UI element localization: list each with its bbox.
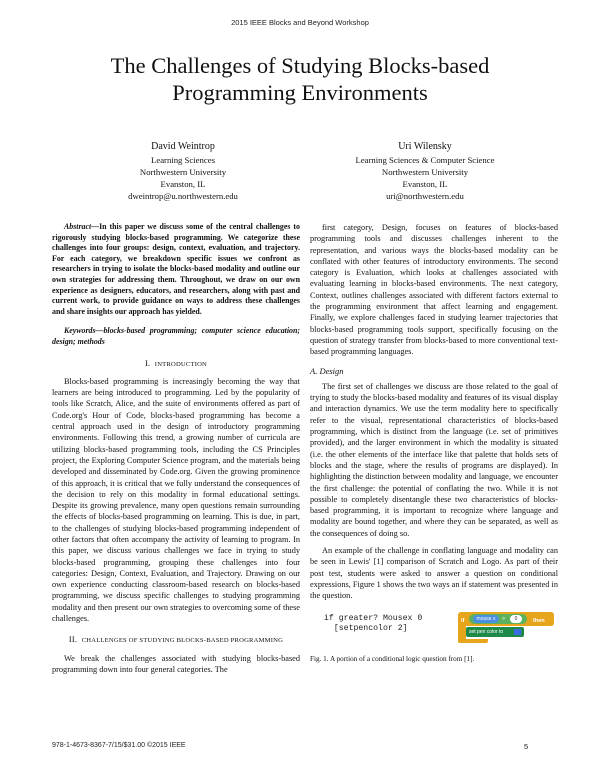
paper-title: [60, 52, 540, 106]
left-column: [52, 222, 300, 675]
title-line-1: The Challenges of Studying Blocks-based: [110, 53, 490, 78]
design-paragraph-2: An example of the challenge in conflating language and modality can be seen in Lewis' [1] comparison of Scratch and Logo. As part of their post test, students were asked to answer a question on conditional expressions, Figure 1 shows the two ways an if statement was presented in the question.: [310, 546, 558, 601]
then-keyword: then: [533, 617, 545, 624]
keywords: Keywords—blocks-based programming; computer science education; design; methods: [52, 326, 300, 346]
color-swatch-icon: [514, 629, 521, 635]
author-city: Evanston, IL: [160, 179, 206, 189]
set-pen-color-label: set pen color to: [469, 628, 504, 635]
author-name: David Weintrop: [151, 141, 215, 152]
section-title: INTRODUCTION: [154, 360, 208, 368]
right-column: [310, 222, 558, 664]
abstract-text: —In this paper we discuss some of the central challenges to rigorously studying blocks-based programming. We categorize these challenges into four groups: design, context, evaluation, and trajectory. For each category, we breakdown specific issues we confront as researchers in trying to isolate the blocks-based modality and outline our own strategies for addressing them. Throughout, we draw on our own experience as designers, educators, and researchers, along with past and current work, to provide guidance on ways to address these challenges and share insights our approach has yielded.: [52, 222, 300, 316]
zero-value-slot: 0: [510, 615, 522, 623]
section-title: CHALLENGES OF STUDYING BLOCKS-BASED PROGRAMMING: [81, 637, 284, 645]
author-block-1: [68, 140, 298, 202]
running-head: 2015 IEEE Blocks and Beyond Workshop: [231, 18, 369, 27]
intro-paragraph: Blocks-based programming is increasingly becoming the way that learners are being introduced to programming. Led by the popularity of tools like Scratch, Alice, and the suite of environments offered as part of Code.org's Hour of Code, blocks-based programming has become a central approach used in the design of introductory programming environments. Following this trend, a growing number of curricula are utilizing blocks-based programming tools, including the CS Principles project, the Exploring Computer Science program, and the materials being developed and disseminated by Code.org. Given the growing prominence of this approach, it is critical that we fully understand the consequences of the decision to rely on this modality in formal educational settings. Despite its growing prevalence, many open questions remain surrounding the effects of blocks-based programming on learning. This is due, in part, to the challenges of studying blocks-based programming independent of other factors that often accompany the activity of learning to program. In this paper, we discuss various challenges we face in trying to study blocks-based programming, grouping these challenges into four categories: Design, Context, Evaluation, and Trajectory. Drawing on our own experience conducting classroom-based research on blocks-based programming, we discuss specific challenges to studying programming modality and then present our own strategies to overcoming some of these challenges.: [52, 376, 300, 624]
author-dept: Learning Sciences: [151, 155, 215, 165]
logo-code-snippet: [324, 614, 422, 635]
author-name: Uri Wilensky: [398, 141, 452, 152]
author-univ: Northwestern University: [381, 167, 469, 177]
author-city: Evanston, IL: [402, 179, 448, 189]
if-block: [458, 612, 554, 626]
if-block-foot: [458, 639, 488, 643]
page-number: 5: [524, 742, 529, 751]
figure-caption: Fig. 1. A portion of a conditional logic question from [1].: [310, 654, 475, 663]
set-pen-color-block: [466, 627, 524, 637]
author-block-2: [310, 140, 540, 202]
author-univ: Northwestern University: [139, 167, 227, 177]
author-email: uri@northwestern.edu: [386, 191, 464, 201]
section-heading-challenges: [52, 634, 300, 646]
author-dept: Learning Sciences & Computer Science: [355, 155, 495, 165]
section-number: II.: [68, 635, 78, 645]
section-number: I.: [144, 358, 151, 368]
section2-paragraph: We break the challenges associated with studying blocks-based programming down into four general categories. The: [52, 653, 300, 674]
copyright-footer: 978-1-4673-8367-7/15/$31.00 ©2015 IEEE: [52, 742, 186, 749]
author-email: dweintrop@u.northwestern.edu: [128, 191, 238, 201]
design-paragraph-1: The first set of challenges we discuss are those related to the goal of trying to study the blocks-based modality and features of its visual display and interaction dynamics. We use the term modality here to specifically refer to the visual, representational characteristics of blocks-based programming, which is distinct from the language (i.e. set of primitives provided), and the larger environment in which the modality is situated (i.e. the other elements of the interface like that palette that holds sets of blocks and the stage, where the results of programs are displayed). In highlighting the distinction between modality and language, we encounter the first challenge: the potential of conflating the two. While it is not possible to completely disentangle these two characteristics of blocks-based programming, it is important to recognize where language and modality are bound together, and where they can be separated, as well as the consequences of doing so.: [310, 381, 558, 538]
abstract: [52, 222, 300, 317]
scratch-blocks-image: [458, 612, 556, 644]
if-keyword: if: [461, 617, 465, 624]
mouse-x-block: mouse x: [473, 615, 499, 623]
greater-than-block: [469, 614, 527, 624]
code-line: if greater? Mousex 0: [324, 613, 423, 623]
greater-than-symbol: >: [502, 615, 506, 622]
section-heading-introduction: [52, 358, 300, 370]
code-line: [setpencolor 2]: [324, 624, 408, 633]
figure-1: [310, 610, 558, 650]
subsection-heading-design: A. Design: [310, 365, 344, 376]
title-line-2: Programming Environments: [172, 80, 428, 105]
categories-paragraph: first category, Design, focuses on features of blocks-based programming tools and discusses challenges inherent to the representation, and various ways the blocks-based modality can be conflated with other features of introductory environments. The second category is Evaluation, which looks at challenges associated with evaluating learning in blocks-based environments. The next category, Context, outlines challenges associated with different factors external to the programming environment that affect learning and engagement. Finally, we explore challenges faced in studying learner trajectories that blocks-based programming tools support, specifically focusing on the question of strategy transfer from blocks-based to more conventional text-based programming languages.: [310, 223, 558, 357]
abstract-label: Abstract: [64, 222, 92, 231]
